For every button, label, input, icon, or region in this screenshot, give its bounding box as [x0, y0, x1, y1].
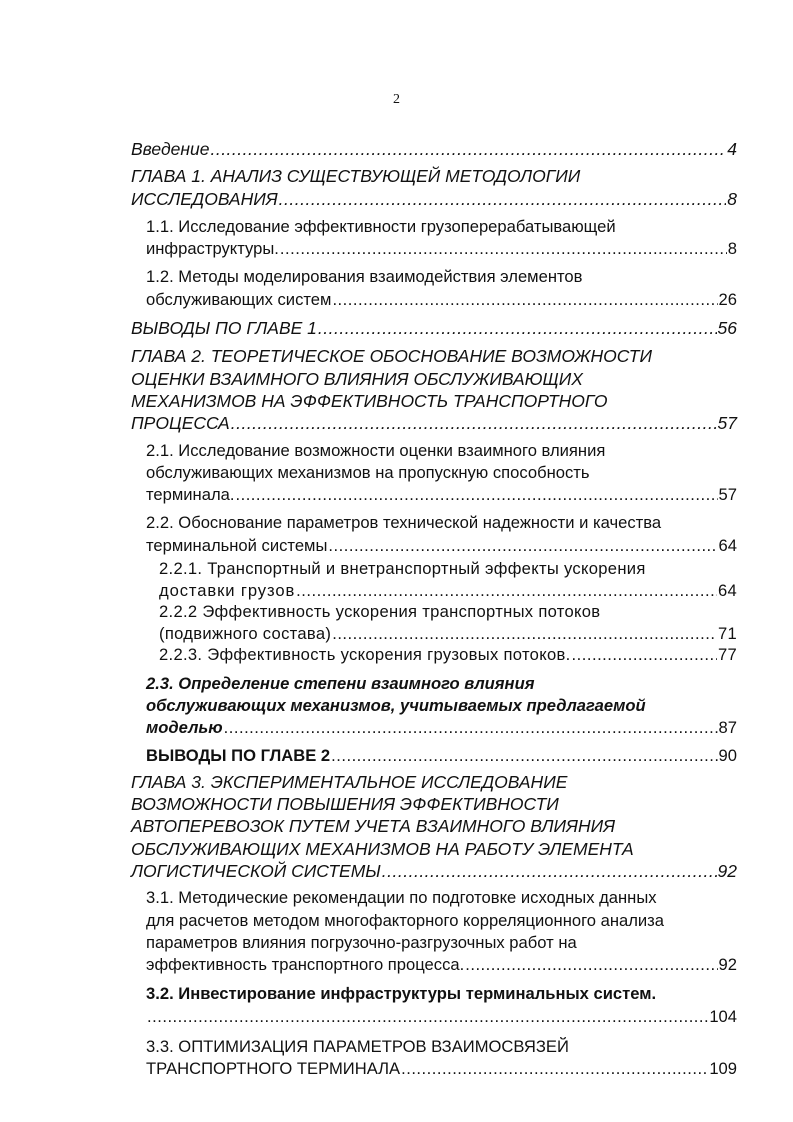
toc-entry-title-line: 1.1. Исследование эффективности грузоперерабатывающей [146, 216, 616, 236]
toc-entry-title-line: 2.2. Обоснование параметров технической надежности и качества [146, 513, 662, 533]
toc-page-number: 109 [709, 1059, 737, 1079]
toc-entry-title-line: ИССЛЕДОВАНИЯ [131, 188, 278, 209]
toc-entry-section-2-1[interactable] [146, 440, 737, 507]
toc-page-number: 8 [727, 239, 737, 259]
toc-page-number: 64 [717, 580, 737, 600]
toc-page-number: 92 [717, 860, 737, 881]
toc-entry-title-line: ЛОГИСТИЧЕСКОЙ СИСТЕМЫ [131, 860, 381, 881]
toc-entry-title-line: 2.2.1. Транспортный и внетранспортный эффекты ускорения [159, 559, 646, 579]
toc-page-number: 26 [718, 289, 737, 309]
toc-entry-title-line: параметров влияния погрузочно-разгрузочных работ на [146, 932, 577, 952]
dot-leader [465, 954, 717, 976]
toc-entry-title-line: ТРАНСПОРТНОГО ТЕРМИНАЛА [146, 1059, 401, 1079]
toc-entry-section-2-2[interactable] [146, 512, 737, 557]
toc-page-number: 64 [718, 535, 737, 555]
table-of-contents [131, 138, 737, 1081]
toc-entry-chapter-3[interactable] [131, 771, 737, 882]
dot-leader [332, 289, 717, 311]
dot-leader [331, 745, 717, 767]
toc-page-number: 4 [727, 139, 737, 159]
toc-entry-section-2-2-1[interactable] [159, 558, 737, 601]
toc-entry-title-line: ГЛАВА 2. ТЕОРЕТИЧЕСКОЕ ОБОСНОВАНИЕ ВОЗМОЖНОСТИ [131, 346, 652, 367]
toc-entry-title-line: (подвижного состава) [159, 623, 332, 643]
toc-entry-title: Введение [131, 139, 210, 159]
toc-entry-title-line: МЕХАНИЗМОВ НА ЭФФЕКТИВНОСТЬ ТРАНСПОРТНОГО [131, 390, 608, 411]
toc-entry-title-line: обслуживающих механизмов на пропускную способность [146, 462, 590, 482]
toc-entry-conclusions-2[interactable] [146, 745, 737, 767]
toc-entry-title-line: терминала. [146, 485, 235, 505]
dot-leader [224, 717, 718, 739]
dot-leader [318, 317, 717, 339]
toc-entry-intro[interactable] [131, 138, 737, 160]
toc-entry-title-line: терминальной системы [146, 535, 328, 555]
toc-entry-section-2-2-2[interactable] [159, 601, 737, 644]
toc-entry-title: 2.2.3. Эффективность ускорения грузовых потоков. [159, 645, 571, 665]
dot-leader [382, 860, 717, 882]
toc-page-number: 57 [718, 485, 737, 505]
dot-leader [231, 412, 717, 434]
toc-entry-title-line: 3.2. Инвестирование инфраструктуры терминальных систем. [146, 984, 657, 1004]
toc-entry-title: ВЫВОДЫ ПО ГЛАВЕ 2 [146, 746, 331, 766]
toc-entry-title-line: обслуживающих механизмов, учитываемых предлагаемой [146, 695, 646, 715]
toc-page-number: 87 [718, 718, 737, 738]
toc-page-number: 71 [717, 623, 737, 643]
toc-entry-title-line: ГЛАВА 1. АНАЛИЗ СУЩЕСТВУЮЩЕЙ МЕТОДОЛОГИИ [131, 166, 581, 187]
toc-page-number: 56 [717, 318, 737, 339]
toc-page-number: 92 [718, 955, 737, 975]
toc-entry-title-line: доставки грузов [159, 580, 296, 600]
toc-entry-title-line: инфраструктуры. [146, 239, 279, 259]
page-number: 2 [393, 92, 400, 107]
toc-page-number: 90 [718, 746, 737, 766]
dot-leader [332, 623, 717, 645]
dot-leader [280, 238, 727, 260]
toc-page-number: 77 [717, 645, 737, 665]
toc-entry-chapter-1[interactable] [131, 165, 737, 210]
toc-entry-title-line: 3.3. ОПТИМИЗАЦИЯ ПАРАМЕТРОВ ВЗАИМОСВЯЗЕЙ [146, 1037, 569, 1056]
toc-entry-title-line: ВОЗМОЖНОСТИ ПОВЫШЕНИЯ ЭФФЕКТИВНОСТИ [131, 794, 559, 815]
toc-entry-section-3-3[interactable] [146, 1036, 737, 1081]
dot-leader [572, 644, 717, 666]
toc-page-number: 104 [709, 1006, 737, 1026]
toc-entry-conclusions-1[interactable] [131, 317, 737, 339]
toc-entry-section-3-1[interactable] [146, 887, 737, 976]
toc-entry-title-line: 2.2.2 Эффективность ускорения транспортных потоков [159, 602, 601, 622]
dot-leader [328, 535, 717, 557]
toc-page-number: 57 [717, 413, 737, 434]
dot-leader [147, 1006, 708, 1028]
toc-entry-title-line: ОБСЛУЖИВАЮЩИХ МЕХАНИЗМОВ НА РАБОТУ ЭЛЕМЕНТА [131, 838, 634, 859]
toc-entry-title-line: эффективность транспортного процесса. [146, 955, 465, 975]
toc-entry-title-line: 3.1. Методические рекомендации по подготовке исходных данных [146, 888, 657, 908]
dot-leader [401, 1058, 708, 1080]
dot-leader [210, 138, 726, 160]
toc-entry-title-line: 2.3. Определение степени взаимного влияния [146, 673, 535, 693]
toc-entry-title-line: АВТОПЕРЕВОЗОК ПУТЕМ УЧЕТА ВЗАИМНОГО ВЛИЯНИЯ [131, 816, 616, 837]
toc-entry-title: ВЫВОДЫ ПО ГЛАВЕ 1 [131, 318, 317, 339]
dot-leader [296, 580, 717, 602]
toc-entry-title-line: ПРОЦЕССА [131, 413, 230, 434]
toc-page-number: 8 [727, 188, 737, 209]
dot-leader [279, 188, 727, 210]
toc-entry-section-2-3[interactable] [146, 673, 737, 740]
toc-entry-title-line: обслуживающих систем [146, 289, 332, 309]
toc-entry-title-line: моделью [146, 718, 223, 738]
toc-entry-section-3-2[interactable] [146, 983, 737, 1028]
toc-entry-section-2-2-3[interactable] [159, 644, 737, 666]
toc-entry-title-line: 2.1. Исследование возможности оценки взаимного влияния [146, 440, 606, 460]
toc-entry-chapter-2[interactable] [131, 345, 737, 434]
toc-entry-title-line: 1.2. Методы моделирования взаимодействия элементов [146, 267, 583, 287]
dot-leader [235, 484, 717, 506]
toc-entry-section-1-1[interactable] [146, 216, 737, 261]
toc-entry-section-1-2[interactable] [146, 266, 737, 311]
toc-entry-title-line: для расчетов методом многофакторного корреляционного анализа [146, 910, 665, 930]
toc-entry-title-line: ГЛАВА 3. ЭКСПЕРИМЕНТАЛЬНОЕ ИССЛЕДОВАНИЕ [131, 771, 568, 792]
toc-entry-title-line: ОЦЕНКИ ВЗАИМНОГО ВЛИЯНИЯ ОБСЛУЖИВАЮЩИХ [131, 368, 583, 389]
